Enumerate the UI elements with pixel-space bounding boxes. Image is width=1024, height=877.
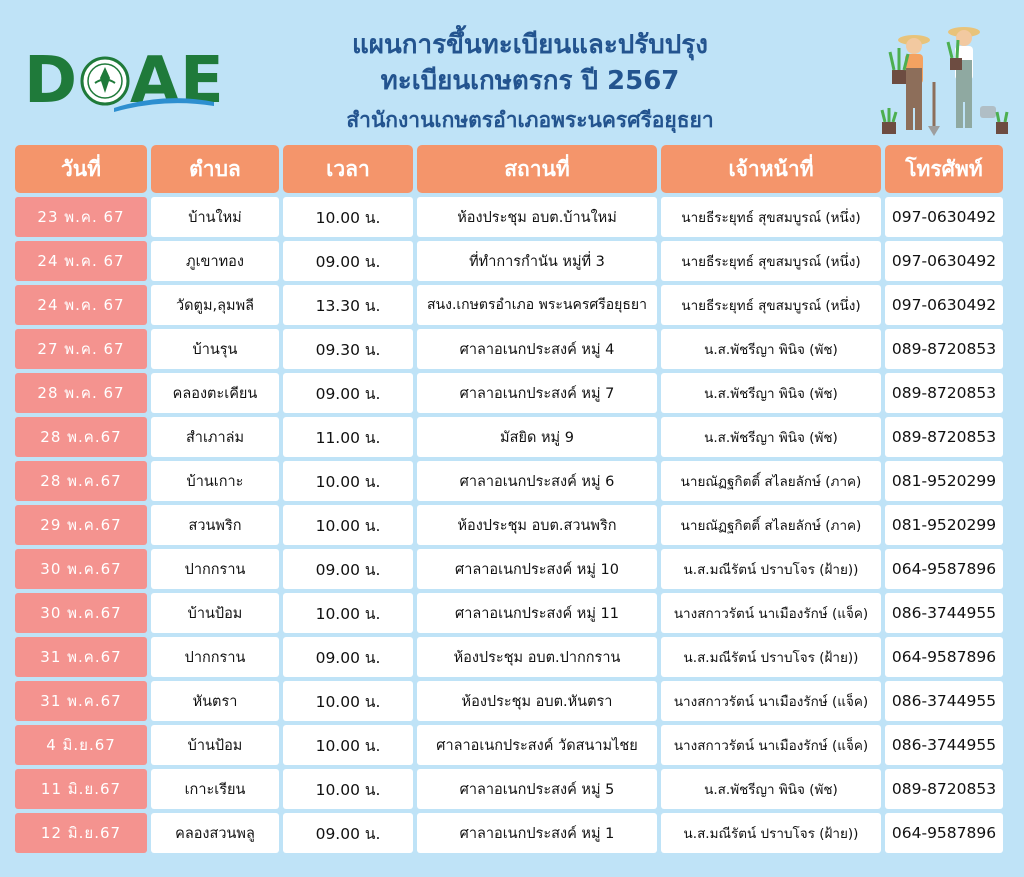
cell-phone: 086-3744955: [885, 593, 1003, 633]
table-row: [15, 637, 1003, 677]
cell-subdistrict: บ้านใหม่: [151, 197, 279, 237]
cell-staff: นายณัฏฐกิตติ์ สไลยลักษ์ (ภาค): [661, 461, 881, 501]
cell-date: 31 พ.ค.67: [15, 681, 147, 721]
cell-phone: 086-3744955: [885, 725, 1003, 765]
cell-staff: นางสกาวรัตน์ นาเมืองรักษ์ (แจ็ค): [661, 725, 881, 765]
table-row: [15, 285, 1003, 325]
logo-letter-d: D: [24, 44, 76, 118]
logo-letter-e: E: [180, 44, 222, 118]
cell-subdistrict: บ้านเกาะ: [151, 461, 279, 501]
cell-time: 10.00 น.: [283, 197, 413, 237]
cell-place: ห้องประชุม อบต.บ้านใหม่: [417, 197, 657, 237]
table-row: [15, 681, 1003, 721]
table-row: [15, 197, 1003, 237]
cell-subdistrict: สำเภาล่ม: [151, 417, 279, 457]
table-row: [15, 549, 1003, 589]
table-row: [15, 505, 1003, 545]
cell-phone: 064-9587896: [885, 637, 1003, 677]
cell-phone: 097-0630492: [885, 241, 1003, 281]
cell-place: ห้องประชุม อบต.หันตรา: [417, 681, 657, 721]
cell-time: 10.00 น.: [283, 505, 413, 545]
cell-phone: 081-9520299: [885, 505, 1003, 545]
cell-staff: นางสกาวรัตน์ นาเมืองรักษ์ (แจ็ค): [661, 681, 881, 721]
cell-time: 09.00 น.: [283, 373, 413, 413]
table-row: [15, 769, 1003, 809]
cell-phone: 064-9587896: [885, 549, 1003, 589]
cell-staff: น.ส.มณีรัตน์ ปราบโจร (ฝ้าย)): [661, 637, 881, 677]
cell-time: 10.00 น.: [283, 725, 413, 765]
cell-place: ห้องประชุม อบต.ปากกราน: [417, 637, 657, 677]
cell-time: 09.00 น.: [283, 241, 413, 281]
logo-letter-a: A: [130, 44, 178, 118]
cell-staff: น.ส.พัชรีญา พินิจ (พัช): [661, 769, 881, 809]
cell-date: 30 พ.ค.67: [15, 593, 147, 633]
schedule-table: [11, 141, 1007, 857]
subtitle: สำนักงานเกษตรอำเภอพระนครศรีอยุธยา: [346, 108, 714, 132]
cell-staff: น.ส.มณีรัตน์ ปราบโจร (ฝ้าย)): [661, 813, 881, 853]
cell-date: 28 พ.ค.67: [15, 461, 147, 501]
cell-time: 09.00 น.: [283, 813, 413, 853]
table-row: [15, 593, 1003, 633]
farmers-illustration-icon: [872, 22, 1012, 138]
cell-phone: 097-0630492: [885, 285, 1003, 325]
cell-date: 4 มิ.ย.67: [15, 725, 147, 765]
cell-place: ที่ทำการกำนัน หมู่ที่ 3: [417, 241, 657, 281]
cell-staff: นางสกาวรัตน์ นาเมืองรักษ์ (แจ็ค): [661, 593, 881, 633]
cell-phone: 089-8720853: [885, 373, 1003, 413]
doae-logo: [24, 44, 229, 118]
cell-place: ศาลาอเนกประสงค์ หมู่ 1: [417, 813, 657, 853]
cell-place: ศาลาอเนกประสงค์ หมู่ 10: [417, 549, 657, 589]
cell-place: ห้องประชุม อบต.สวนพริก: [417, 505, 657, 545]
cell-staff: น.ส.พัชรีญา พินิจ (พัช): [661, 417, 881, 457]
cell-subdistrict: เกาะเรียน: [151, 769, 279, 809]
table-row: [15, 373, 1003, 413]
header-date: วันที่: [15, 145, 147, 193]
cell-subdistrict: บ้านป้อม: [151, 593, 279, 633]
cell-time: 10.00 น.: [283, 769, 413, 809]
cell-time: 11.00 น.: [283, 417, 413, 457]
cell-place: ศาลาอเนกประสงค์ หมู่ 11: [417, 593, 657, 633]
table-row: [15, 813, 1003, 853]
cell-phone: 081-9520299: [885, 461, 1003, 501]
cell-subdistrict: วัดตูม,ลุมพลี: [151, 285, 279, 325]
cell-date: 11 มิ.ย.67: [15, 769, 147, 809]
cell-time: 09.00 น.: [283, 549, 413, 589]
cell-place: ศาลาอเนกประสงค์ หมู่ 4: [417, 329, 657, 369]
cell-subdistrict: บ้านป้อม: [151, 725, 279, 765]
header-place: สถานที่: [417, 145, 657, 193]
cell-time: 09.30 น.: [283, 329, 413, 369]
cell-place: สนง.เกษตรอำเภอ พระนครศรีอยุธยา: [417, 285, 657, 325]
cell-place: ศาลาอเนกประสงค์ วัดสนามไชย: [417, 725, 657, 765]
header-subdistrict: ตำบล: [151, 145, 279, 193]
header-time: เวลา: [283, 145, 413, 193]
logo-swoosh-icon: [114, 94, 214, 112]
header-staff: เจ้าหน้าที่: [661, 145, 881, 193]
cell-date: 24 พ.ค. 67: [15, 285, 147, 325]
cell-staff: นายธีระยุทธ์ สุขสมบูรณ์ (หนึ่ง): [661, 241, 881, 281]
cell-phone: 097-0630492: [885, 197, 1003, 237]
title-line-1: แผนการขึ้นทะเบียนและปรับปรุง: [352, 30, 708, 60]
cell-subdistrict: หันตรา: [151, 681, 279, 721]
cell-subdistrict: ปากกราน: [151, 637, 279, 677]
cell-date: 30 พ.ค.67: [15, 549, 147, 589]
cell-date: 23 พ.ค. 67: [15, 197, 147, 237]
cell-staff: น.ส.พัชรีญา พินิจ (พัช): [661, 373, 881, 413]
cell-place: มัสยิด หมู่ 9: [417, 417, 657, 457]
cell-phone: 086-3744955: [885, 681, 1003, 721]
table-row: [15, 329, 1003, 369]
cell-date: 29 พ.ค.67: [15, 505, 147, 545]
cell-phone: 089-8720853: [885, 769, 1003, 809]
cell-staff: น.ส.พัชรีญา พินิจ (พัช): [661, 329, 881, 369]
cell-date: 28 พ.ค.67: [15, 417, 147, 457]
cell-staff: นายธีระยุทธ์ สุขสมบูรณ์ (หนึ่ง): [661, 285, 881, 325]
cell-phone: 089-8720853: [885, 329, 1003, 369]
title-line-2: ทะเบียนเกษตรกร ปี 2567: [380, 66, 680, 96]
cell-subdistrict: สวนพริก: [151, 505, 279, 545]
header-row: [15, 145, 1003, 193]
cell-date: 27 พ.ค. 67: [15, 329, 147, 369]
table-row: [15, 241, 1003, 281]
table-row: [15, 417, 1003, 457]
cell-date: 31 พ.ค.67: [15, 637, 147, 677]
cell-staff: นายธีระยุทธ์ สุขสมบูรณ์ (หนึ่ง): [661, 197, 881, 237]
cell-time: 10.00 น.: [283, 681, 413, 721]
cell-subdistrict: ปากกราน: [151, 549, 279, 589]
cell-phone: 064-9587896: [885, 813, 1003, 853]
cell-date: 12 มิ.ย.67: [15, 813, 147, 853]
cell-place: ศาลาอเนกประสงค์ หมู่ 6: [417, 461, 657, 501]
cell-staff: น.ส.มณีรัตน์ ปราบโจร (ฝ้าย)): [661, 549, 881, 589]
cell-time: 09.00 น.: [283, 637, 413, 677]
cell-subdistrict: คลองสวนพลู: [151, 813, 279, 853]
cell-phone: 089-8720853: [885, 417, 1003, 457]
cell-subdistrict: บ้านรุน: [151, 329, 279, 369]
cell-staff: นายณัฏฐกิตติ์ สไลยลักษ์ (ภาค): [661, 505, 881, 545]
cell-date: 24 พ.ค. 67: [15, 241, 147, 281]
cell-place: ศาลาอเนกประสงค์ หมู่ 7: [417, 373, 657, 413]
cell-subdistrict: ภูเขาทอง: [151, 241, 279, 281]
cell-date: 28 พ.ค. 67: [15, 373, 147, 413]
cell-time: 13.30 น.: [283, 285, 413, 325]
cell-time: 10.00 น.: [283, 461, 413, 501]
cell-place: ศาลาอเนกประสงค์ หมู่ 5: [417, 769, 657, 809]
table-row: [15, 461, 1003, 501]
table-row: [15, 725, 1003, 765]
header-phone: โทรศัพท์: [885, 145, 1003, 193]
cell-subdistrict: คลองตะเคียน: [151, 373, 279, 413]
cell-time: 10.00 น.: [283, 593, 413, 633]
